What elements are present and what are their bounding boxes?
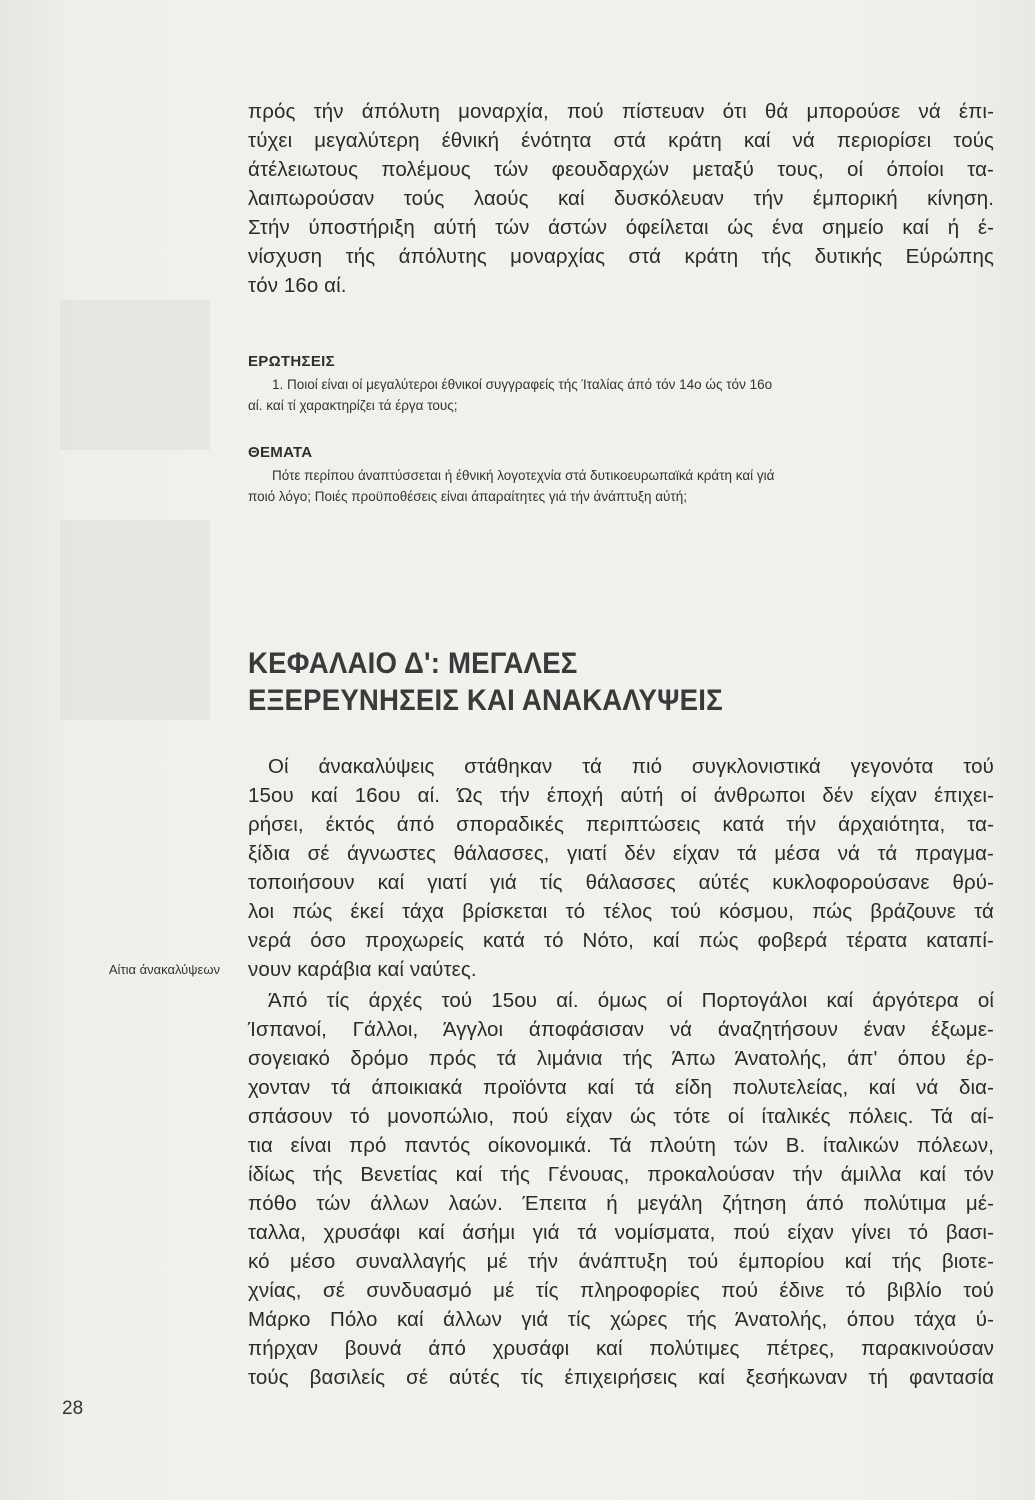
text-line: άτέλειωτους πολέμους τών φεουδαρχών μεταξύ τους, οί όποίοι τα- xyxy=(248,158,994,181)
questions-section xyxy=(248,353,994,416)
text-line: χονταν τά άποικιακά προϊόντα καί τά είδη πολυτελείας, καί νά δια- xyxy=(248,1076,994,1099)
text-line: λοι πώς έκεί τάχα βρίσκεται τό τέλος τού κόσμου, πώς βράζουνε τά xyxy=(248,900,994,923)
text-line: πρός τήν άπόλυτη μοναρχία, πού πίστευαν ότι θά μπορούσε νά έπι- xyxy=(248,100,994,123)
margin-note: Αίτια άνακαλύψεων xyxy=(108,962,220,977)
text-line: ίδίως τής Βενετίας καί τής Γένουας, προκαλούσαν τήν άμιλλα καί τόν xyxy=(248,1163,994,1186)
topic-line: Πότε περίπου άναπτύσσεται ή έθνική λογοτεχνία στά δυτικοευρωπαϊκά κράτη καί γιά xyxy=(272,468,775,483)
causes-paragraph xyxy=(248,986,994,1392)
text-line: νερά όσο προχωρείς κατά τό Νότο, καί πώς φοβερά τέρατα καταπί- xyxy=(248,929,994,952)
text-line: Στήν ύποστήριξη αύτή τών άστών όφείλεται ώς ένα σημείο καί ή έ- xyxy=(248,216,994,239)
text-line: ξίδια σέ άγνωστες θάλασσες, γιατί δέν είχαν τά μέσα νά τά πραγμα- xyxy=(248,842,994,865)
discoveries-paragraph-text xyxy=(248,752,994,984)
chapter-title xyxy=(248,645,723,719)
question-line: αί. καί τί χαρακτηρίζει τά έργα τους; xyxy=(248,398,458,413)
text-line: τύχει μεγαλύτερη έθνική ένότητα στά κράτη καί νά περιορίσει τούς xyxy=(248,129,994,152)
topic-line: ποιό λόγο; Ποιές προϋποθέσεις είναι άπαραίτητες γιά τήν άνάπτυξη αύτή; xyxy=(248,489,687,504)
text-line: πήρχαν βουνά άπό χρυσάφι καί πολύτιμες πέτρες, παρακινούσαν xyxy=(248,1337,994,1360)
text-line: 15ου καί 16ου αί. Ώς τήν έποχή αύτή οί άνθρωποι δέν είχαν έπιχει- xyxy=(248,784,994,807)
text-line: τια είναι πρό παντός οίκονομικά. Τά πλούτη τών Β. ίταλικών πόλεων, xyxy=(248,1134,994,1157)
discoveries-paragraph xyxy=(248,752,994,984)
questions-heading: ΕΡΩΤΗΣΕΙΣ xyxy=(248,353,335,370)
text-line: τούς βασιλείς σέ αύτές τίς έπιχειρήσεις καί ξεσήκωναν τή φαντασία xyxy=(248,1366,994,1389)
text-line: χνίας, σέ συνδυασμό μέ τίς πληροφορίες πού έδινε τό βιβλίο τού xyxy=(248,1279,994,1302)
text-line: ταλλα, χρυσάφι καί άσήμι γιά τά νομίσματα, πού είχαν γίνει τό βασι- xyxy=(248,1221,994,1244)
text-line: τοποιήσουν καί γιατί γιά τίς θάλασσες αύτές κυκλοφορούσανε θρύ- xyxy=(248,871,994,894)
text-line: Οί άνακαλύψεις στάθηκαν τά πιό συγκλονιστικά γεγονότα τού xyxy=(268,755,994,778)
text-line: σογειακό δρόμο πρός τά λιμάνια τής Άπω Άνατολής, άπ' όπου έρ- xyxy=(248,1047,994,1070)
text-line: Άπό τίς άρχές τού 15ου αί. όμως οί Πορτογάλοι καί άργότερα οί xyxy=(268,989,994,1012)
text-line: νουν καράβια καί ναύτες. xyxy=(248,958,477,981)
text-line: νίσχυση τής άπόλυτης μοναρχίας στά κράτη τής δυτικής Εύρώπης xyxy=(248,245,994,268)
topics-section xyxy=(248,444,994,507)
text-line: λαιπωρούσαν τούς λαούς καί δυσκόλευαν τήν έμπορική κίνηση. xyxy=(248,187,994,210)
text-line: ρήσει, έκτός άπό σποραδικές περιπτώσεις κατά τήν άρχαιότητα, τα- xyxy=(248,813,994,836)
text-line: σπάσουν τό μονοπώλιο, πού είχαν ώς τότε οί ίταλικές πόλεις. Τά αί- xyxy=(248,1105,994,1128)
bleed-through-image-2 xyxy=(60,520,210,720)
topics-heading: ΘΕΜΑΤΑ xyxy=(248,444,313,461)
text-line: πόθο τών άλλων λαών. Έπειτα ή μεγάλη ζήτηση άπό πολύτιμα μέ- xyxy=(248,1192,994,1215)
text-line: τόν 16ο αί. xyxy=(248,274,347,297)
text-line: Ίσπανοί, Γάλλοι, Άγγλοι άποφάσισαν νά άναζητήσουν έναν έξωμε- xyxy=(248,1018,994,1041)
bleed-through-image-1 xyxy=(60,300,210,450)
text-line: Μάρκο Πόλο καί άλλων γιά τίς χώρες τής Άνατολής, όπου τάχα ύ- xyxy=(248,1308,994,1331)
intro-paragraph-text xyxy=(248,97,994,300)
intro-paragraph xyxy=(248,97,994,300)
text-line: κό μέσο συναλλαγής μέ τήν άνάπτυξη τού έμπορίου καί τής βιοτε- xyxy=(248,1250,994,1273)
question-line: 1. Ποιοί είναι οί μεγαλύτεροι έθνικοί συγγραφείς τής Ίταλίας άπό τόν 14ο ώς τόν 16ο xyxy=(272,377,773,392)
causes-paragraph-text xyxy=(248,986,994,1392)
chapter-title-line-2: ΕΞΕΡΕΥΝΗΣΕΙΣ ΚΑΙ ΑΝΑΚΑΛΥΨΕΙΣ xyxy=(248,684,723,717)
chapter-title-line-1: ΚΕΦΑΛΑΙΟ Δ': ΜΕΓΑΛΕΣ xyxy=(248,647,578,680)
page-number: 28 xyxy=(62,1398,84,1419)
